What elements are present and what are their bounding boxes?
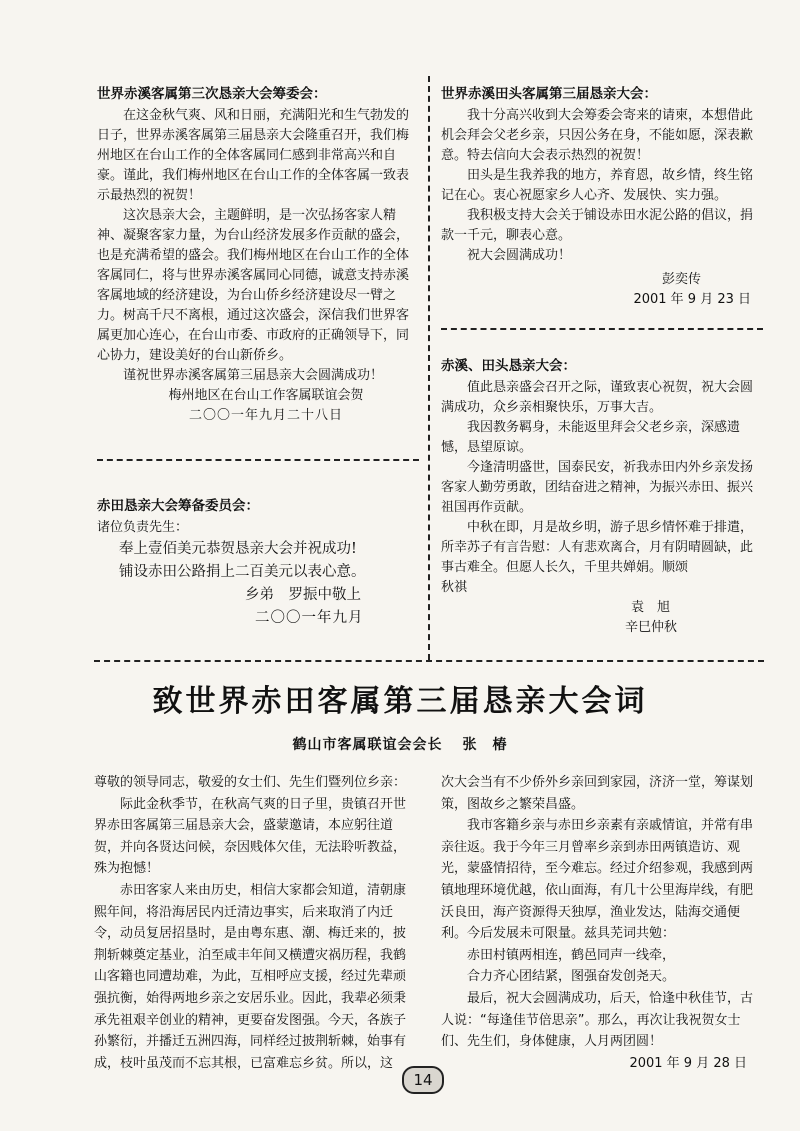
letter-yuan xyxy=(441,356,761,638)
letter-luo xyxy=(97,496,417,630)
article-poem-line: 赤田村镇两相连，鹤邑同声一线牵， xyxy=(467,947,676,963)
letter-paragraph: 田头是生我养我的地方，养育恩，故乡情，终生铭记在心。衷心祝愿家乡人心齐、发展快、实力强。 xyxy=(441,168,754,203)
article-author xyxy=(0,734,800,754)
letter-signature: 梅州地区在台山工作客属联谊会贺 xyxy=(168,388,364,403)
letter-signature: 袁 旭 xyxy=(631,600,671,615)
letter-heading: 赤溪、田头恳亲大会： xyxy=(441,358,576,374)
divider xyxy=(441,328,763,330)
page-number: 14 xyxy=(402,1066,444,1094)
article-paragraph: 我市客籍乡亲与赤田乡亲素有亲戚情谊，并常有串亲往返。我于今年三月曾率乡亲到赤田两镇造访、观光，蒙盛情招待，至今难忘。经过介绍参观，我感到两镇地理环境优越，依山面海，有几十公里海岸线，有肥沃良田，海产资源得天独厚，渔业发达，陆海交通便利。今后发展未可限量。兹具芜词共勉： xyxy=(441,818,754,942)
letter-paragraph: 中秋在即，月是故乡明，游子思乡情怀难于排遣，所幸苏子有言告慰：人有悲欢离合，月有阴晴圆缺，此事古难全。但愿人长久，千里共婵娟。顺颂 xyxy=(441,520,754,575)
letter-line: 奉上壹佰美元恭贺恳亲大会并祝成功! xyxy=(119,541,357,557)
article-title: 致世界赤田客属第三届恳亲大会词 xyxy=(152,684,648,719)
article-paragraph: 赤田客家人来由历史，相信大家都会知道，清朝康熙年间，将沿海居民内迁清边事实，后来取消了内迁令，动员复居招垦时，是由粤东惠、潮、梅迁来的，披荆斩棘奠定基业，泊至咸丰年间又横遭灾祸历程，我鹤山客籍也同遭劫难，为此，互相呼应支援，经过先辈顽强抗衡，始得两地乡亲之安居乐业。因此，我辈必须秉承先祖艰辛创业的精神，更要奋发图强。今天，各族子孙繁衍，并播迁五洲四海，同样经过披荆斩棘，始事有成，枝叶虽茂而不忘其根，已富难忘乡贫。所以，这 xyxy=(94,882,407,1071)
letter-paragraph: 我积极支持大会关于铺设赤田水泥公路的倡议，捐款一千元，聊表心意。 xyxy=(441,208,754,243)
letter-paragraph: 我因教务羁身，未能返里拜会父老乡亲，深感遗憾，恳望原谅。 xyxy=(441,420,741,455)
letter-heading: 世界赤溪客属第三次恳亲大会筹委会： xyxy=(97,86,327,102)
article-paragraph: 最后，祝大会圆满成功，后天，恰逢中秋佳节，古人说：“每逢佳节倍思亲”。那么，再次让我祝贺女士们、先生们，身体健康，人月两团圆！ xyxy=(441,990,754,1050)
letter-date: 辛巳仲秋 xyxy=(625,620,678,635)
letter-meizhou xyxy=(97,84,415,426)
article-salutation: 尊敬的领导同志，敬爱的女士们、先生们暨列位乡亲： xyxy=(94,775,407,790)
letter-date: 二〇〇一年九月 xyxy=(255,610,364,626)
article-right-column xyxy=(441,772,761,1074)
letter-paragraph: 在这金秋气爽、风和日丽，充满阳光和生气勃发的日子，世界赤溪客属第三届恳亲大会隆重召开，我们梅州地区在台山工作的全体客属同仁感到非常高兴和自豪。谨此，我们梅州地区在台山工作的全体客属一致表示最热烈的祝贺！ xyxy=(97,108,410,203)
letter-closing: 秋祺 xyxy=(441,580,468,595)
letter-signature: 彭奕传 xyxy=(661,272,701,287)
letter-line: 铺设赤田公路捐上二百美元以表心意。 xyxy=(119,564,366,580)
letter-date: 2001 年 9 月 23 日 xyxy=(633,292,751,307)
article-left-column xyxy=(94,772,414,1074)
author-name: 张 椿 xyxy=(462,737,508,753)
divider xyxy=(97,459,419,461)
letter-salutation: 诸位负责先生： xyxy=(97,520,189,535)
section-divider xyxy=(94,660,764,662)
letter-paragraph: 这次恳亲大会，主题鲜明，是一次弘扬客家人精神、凝聚客家力量，为台山经济发展多作贡献的盛会，也是充满希望的盛会。我们梅州地区在台山工作的全体客属同仁，将与世界赤溪客属同心同德，诚意支持赤溪客属地域的经济建设，为台山侨乡经济建设尽一臂之力。树高千尺不离根，通过这次盛会，深信我们世界客属更加心连心，在台山市委、市政府的正确领导下，同心协力，建设美好的台山新侨乡。 xyxy=(97,208,410,363)
article-paragraph: 际此金秋季节，在秋高气爽的日子里，贵镇召开世界赤田客属第三届恳亲大会，盛蒙邀请，本应躬往道贺，并向各贤达问候，奈因贱体欠佳，无法聆听教益，殊为抱憾！ xyxy=(94,796,407,877)
column-divider xyxy=(428,76,430,660)
letter-paragraph: 今逢清明盛世，国泰民安，祈我赤田内外乡亲发扬客家人勤劳勇敢，团结奋进之精神，为振兴赤田、振兴祖国再作贡献。 xyxy=(441,460,754,515)
letter-paragraph: 我十分高兴收到大会筹委会寄来的请柬，本想借此机会拜会父老乡亲，只因公务在身，不能如愿，深表歉意。特去信向大会表示热烈的祝贺！ xyxy=(441,108,754,163)
letter-paragraph: 值此恳亲盛会召开之际，谨致衷心祝贺，祝大会圆满成功，众乡亲相聚快乐，万事大吉。 xyxy=(441,380,754,415)
letter-paragraph: 谨祝世界赤溪客属第三届恳亲大会圆满成功！ xyxy=(123,368,384,383)
article-poem-line: 合力齐心团结紧，图强奋发创尧天。 xyxy=(467,969,676,985)
author-title: 鹤山市客属联谊会会长 xyxy=(292,737,443,753)
letter-heading: 世界赤溪田头客属第三届恳亲大会： xyxy=(441,86,657,102)
letter-heading: 赤田恳亲大会筹备委员会： xyxy=(97,498,259,514)
letter-date: 二〇〇一年九月二十八日 xyxy=(188,408,343,423)
article-paragraph: 次大会当有不少侨外乡亲回到家园，济济一堂，筹谋划策，图故乡之繁荣昌盛。 xyxy=(441,775,754,812)
letter-peng xyxy=(441,84,761,310)
letter-signature: 乡弟 罗振中敬上 xyxy=(245,587,361,603)
letter-paragraph: 祝大会圆满成功！ xyxy=(467,248,572,263)
article-date: 2001 年 9 月 28 日 xyxy=(629,1055,747,1071)
